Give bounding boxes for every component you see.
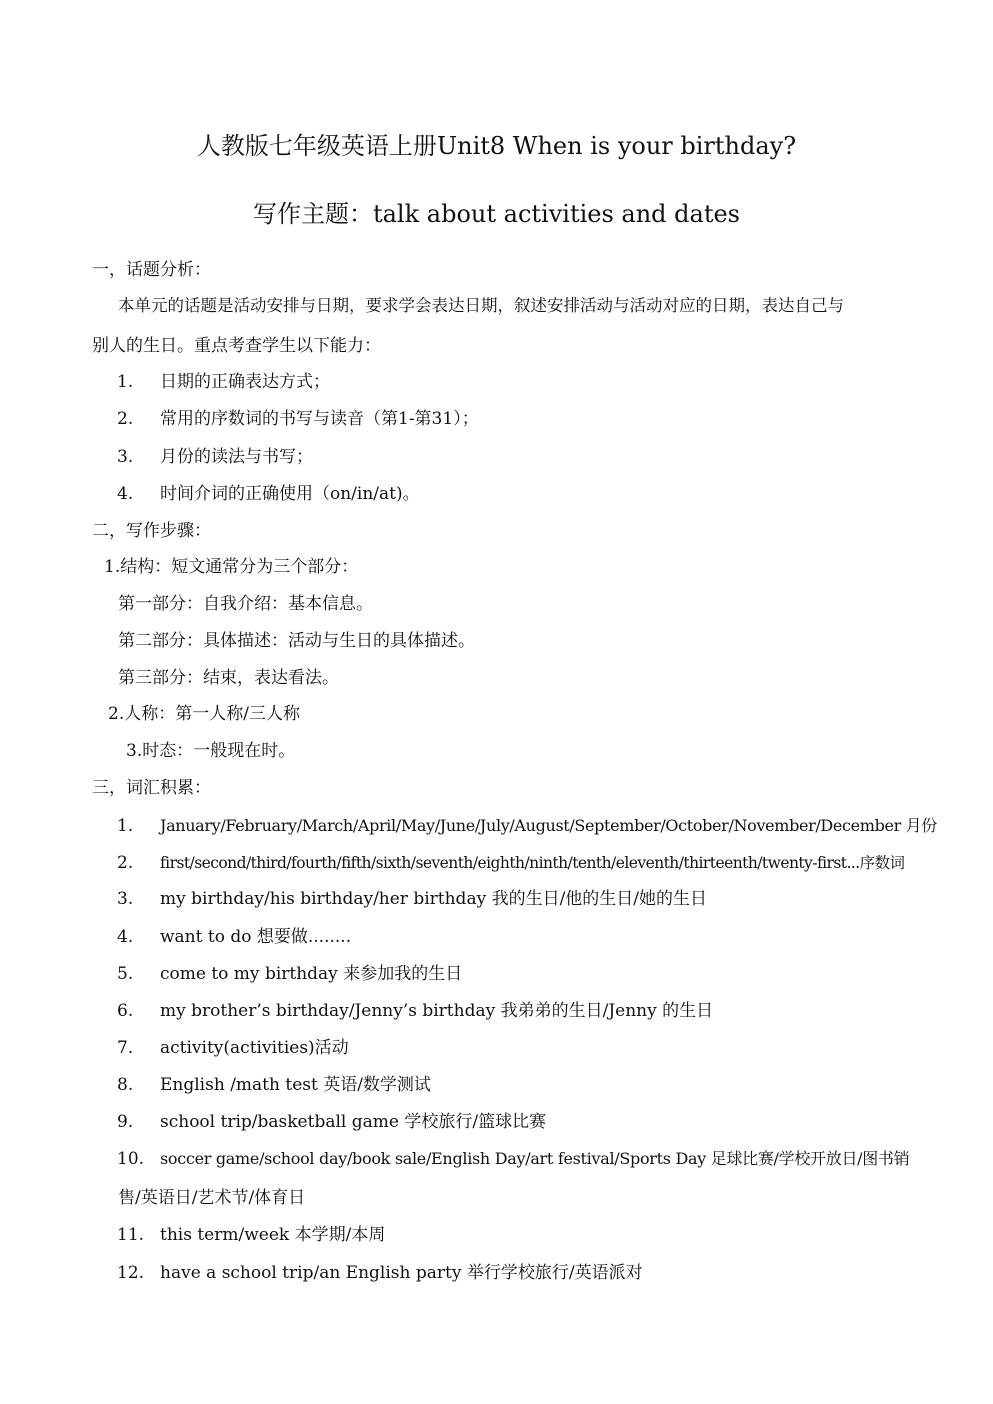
- section2-heading: 二，写作步骤：: [92, 521, 211, 541]
- section3-heading: 三，词汇积累：: [92, 778, 211, 798]
- vocab-item-number: 7.: [117, 1038, 134, 1058]
- vocab-item-number: 10.: [117, 1149, 145, 1169]
- vocab-item-number: 11.: [117, 1225, 145, 1245]
- section1-paragraph-line1: 本单元的话题是活动安排与日期，要求学会表达日期，叙述安排活动与活动对应的日期，表达自己与: [118, 296, 844, 315]
- section2-structure: 1.结构：短文通常分为三个部分：: [104, 557, 359, 577]
- section2-part2: 第二部分：具体描述：活动与生日的具体描述。: [118, 631, 475, 651]
- vocab-item-number: 5.: [117, 964, 134, 984]
- section2-person: 2.人称：第一人称/三人称: [108, 704, 300, 724]
- vocab-item-text: activity(activities)活动: [160, 1038, 349, 1058]
- section1-item-number: 3.: [117, 447, 134, 467]
- section1-item-text: 月份的读法与书写；: [160, 447, 313, 467]
- section1-item-number: 4.: [117, 484, 134, 504]
- section1-item-text: 时间介词的正确使用（on/in/at)。: [160, 484, 420, 504]
- vocab-item-text: come to my birthday 来参加我的生日: [160, 964, 463, 984]
- vocab-item-text: my birthday/his birthday/her birthday 我的生日/他的生日/她的生日: [160, 889, 708, 909]
- vocab-item-text: January/February/March/April/May/June/July/August/September/October/November/December 月份: [160, 816, 937, 835]
- section1-item-number: 1.: [117, 372, 134, 392]
- vocab-item-number: 8.: [117, 1075, 134, 1095]
- vocab-item-text: have a school trip/an English party 举行学校旅行/英语派对: [160, 1263, 643, 1283]
- vocab-item-number: 9.: [117, 1112, 134, 1132]
- document-title: 人教版七年级英语上册Unit8 When is your birthday?: [196, 132, 797, 160]
- vocab-item-text: first/second/third/fourth/fifth/sixth/seventh/eighth/ninth/tenth/eleventh/thirteenth/twenty-first...序数词: [160, 854, 905, 872]
- section1-item-number: 2.: [117, 409, 134, 429]
- vocab-item-text: soccer game/school day/book sale/English Day/art festival/Sports Day 足球比赛/学校开放日/图书销: [160, 1149, 910, 1168]
- vocab-item-number: 2.: [117, 853, 134, 873]
- section1-item-text: 常用的序数词的书写与读音（第1-第31）；: [160, 409, 479, 429]
- section2-part1: 第一部分：自我介绍：基本信息。: [118, 594, 373, 614]
- vocab-item-text: want to do 想要做........: [160, 927, 352, 947]
- vocab-item-number: 1.: [117, 816, 134, 836]
- vocab-item-continuation: 售/英语日/艺术节/体育日: [118, 1188, 306, 1208]
- vocab-item-text: school trip/basketball game 学校旅行/篮球比赛: [160, 1112, 547, 1132]
- vocab-item-number: 3.: [117, 889, 134, 909]
- vocab-item-text: English /math test 英语/数学测试: [160, 1075, 431, 1095]
- section2-part3: 第三部分：结束，表达看法。: [118, 668, 339, 688]
- vocab-item-number: 6.: [117, 1001, 134, 1021]
- vocab-item-text: my brother’s birthday/Jenny’s birthday 我弟弟的生日/Jenny 的生日: [160, 1001, 714, 1021]
- vocab-item-text: this term/week 本学期/本周: [160, 1225, 386, 1245]
- section2-tense: 3.时态：一般现在时。: [126, 741, 296, 761]
- document-subtitle: 写作主题：talk about activities and dates: [252, 200, 741, 228]
- vocab-item-number: 12.: [117, 1263, 145, 1283]
- section1-item-text: 日期的正确表达方式；: [160, 372, 330, 392]
- section1-paragraph-line2: 别人的生日。重点考查学生以下能力：: [92, 336, 381, 356]
- vocab-item-number: 4.: [117, 927, 134, 947]
- section1-heading: 一，话题分析：: [92, 260, 211, 280]
